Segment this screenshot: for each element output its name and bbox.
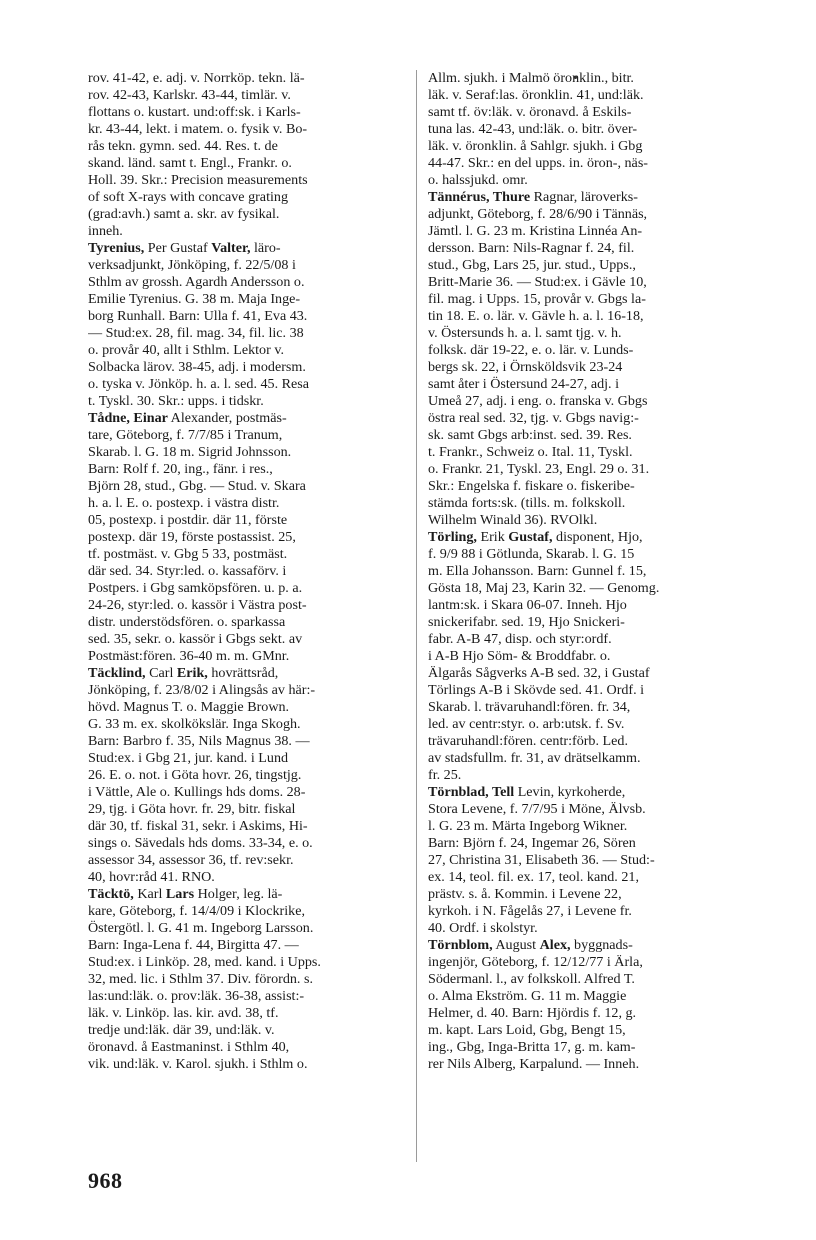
text-line: verksadjunkt, Jönköping, f. 22/5/08 i <box>88 257 296 273</box>
text-line: 26. E. o. not. i Göta hovr. 26, tingstjg. <box>88 767 302 783</box>
text-line: o. tyska v. Jönköp. h. a. l. sed. 45. Resa <box>88 376 310 392</box>
text-line: Björn 28, stud., Gbg. — Stud. v. Skara <box>88 478 306 494</box>
text-line: Skarab. l. G. 18 m. Sigrid Johnsson. <box>88 444 292 460</box>
text-line: hövd. Magnus T. o. Maggie Brown. <box>88 699 290 715</box>
text-line: Jönköping, f. 23/8/02 i Alingsås av här:- <box>88 682 316 698</box>
text-line: fil. mag. i Upps. 15, provår v. Gbgs la- <box>428 291 646 307</box>
text-line: läk. v. Seraf:las. öronklin. 41, und:läk. <box>428 87 644 103</box>
column-divider <box>416 70 417 1162</box>
text-line: h. a. l. E. o. postexp. i västra distr. <box>88 495 280 511</box>
entry-name: Täcklind, <box>88 665 146 681</box>
text-line: Tyrenius, Per Gustaf Valter, läro- <box>88 240 281 256</box>
text-line: v. Östersunds h. a. l. samt tjg. v. h. <box>428 325 622 341</box>
text-line: o. Frankr. 21, Tyskl. 23, Engl. 29 o. 31. <box>428 461 650 477</box>
text-line: t. Tyskl. 30. Skr.: upps. i tidskr. <box>88 393 264 409</box>
text-line: las:und:läk. o. prov:läk. 36-38, assist:- <box>88 988 305 1004</box>
text-line: Barn: Inga-Lena f. 44, Birgitta 47. — <box>88 937 299 953</box>
text-line: tin 18. E. o. lär. v. Gävle h. a. l. 16-18, <box>428 308 644 324</box>
text-line: tf. postmäst. v. Gbg 5 33, postmäst. <box>88 546 288 562</box>
text-line: rov. 42-43, Karlskr. 43-44, timlär. v. <box>88 87 291 103</box>
text-line: rås tekn. gymn. sed. 44. Res. t. de <box>88 138 278 154</box>
text-line: kyrkoh. i N. Fågelås 27, i Levene fr. <box>428 903 632 919</box>
text-line: m. kapt. Lars Loid, Gbg, Bengt 15, <box>428 1022 626 1038</box>
text-line: vik. und:läk. v. Karol. sjukh. i Sthlm o. <box>88 1056 308 1072</box>
text-line: tuna las. 42-43, und:läk. o. bitr. över- <box>428 121 638 137</box>
text-line: 44-47. Skr.: en del upps. in. öron-, näs- <box>428 155 648 171</box>
text-line: rov. 41-42, e. adj. v. Norrköp. tekn. lä- <box>88 70 305 86</box>
text-line: i Vättle, Ale o. Kullings hds doms. 28- <box>88 784 306 800</box>
text-line: G. 33 m. ex. skolkökslär. Inga Skogh. <box>88 716 301 732</box>
text-line: (grad:avh.) samt a. skr. av fysikal. <box>88 206 280 222</box>
text-line: Täcklind, Carl Erik, hovrättsråd, <box>88 665 279 681</box>
entry-name: Törling, <box>428 529 477 545</box>
text-line: o. Alma Ekström. G. 11 m. Maggie <box>428 988 627 1004</box>
entry-name: Valter, <box>211 240 251 256</box>
text-line: tredje und:läk. där 39, und:läk. v. <box>88 1022 275 1038</box>
text-line: stämda forts:sk. (tills. m. folkskoll. <box>428 495 626 511</box>
text-line: i A-B Hjo Söm- & Broddfabr. o. <box>428 648 611 664</box>
entry-name: Törnblad, Tell <box>428 784 515 800</box>
text-line: fr. 25. <box>428 767 462 783</box>
text-line: sk. samt Gbgs arb:inst. sed. 39. Res. <box>428 427 632 443</box>
text-line: postexp. där 19, förste postassist. 25, <box>88 529 296 545</box>
entry-name: Täcktö, <box>88 886 134 902</box>
text-line: Postmäst:fören. 36-40 m. m. GMnr. <box>88 648 290 664</box>
entry-name: Gustaf, <box>508 529 553 545</box>
text-line: Allm. sjukh. i Malmö öronklin., bitr. <box>428 70 634 86</box>
entry-name: Alex, <box>539 937 571 953</box>
text-line: Umeå 27, adj. i eng. o. franska v. Gbgs <box>428 393 648 409</box>
text-line: Törnblom, August Alex, byggnads- <box>428 937 633 953</box>
text-line: där sed. 34. Styr:led. o. kassaförv. i <box>88 563 287 579</box>
text-line: assessor 34, assessor 36, tf. rev:sekr. <box>88 852 294 868</box>
text-line: inneh. <box>88 223 123 239</box>
entry-name: Tännérus, Thure <box>428 189 531 205</box>
page-number: 968 <box>88 1168 123 1193</box>
text-line: rer Nils Alberg, Karpalund. — Inneh. <box>428 1056 640 1072</box>
text-line: där 30, tf. fiskal 31, sekr. i Askims, Hi- <box>88 818 308 834</box>
text-line: dersson. Barn: Nils-Ragnar f. 24, fil. <box>428 240 635 256</box>
text-line: f. 9/9 88 i Götlunda, Skarab. l. G. 15 <box>428 546 635 562</box>
text-line: tare, Göteborg, f. 7/7/85 i Tranum, <box>88 427 283 443</box>
text-line: flottans o. kustart. und:off:sk. i Karls- <box>88 104 301 120</box>
text-line: Holl. 39. Skr.: Precision measurements <box>88 172 308 188</box>
text-line: 27, Christina 31, Elisabeth 36. — Stud:- <box>428 852 655 868</box>
text-line: Törlings A-B i Skövde sed. 41. Ordf. i <box>428 682 645 698</box>
text-line: Älgarås Sågverks A-B sed. 32, i Gustaf <box>428 665 650 681</box>
text-line: o. provår 40, allt i Sthlm. Lektor v. <box>88 342 284 358</box>
text-line: Helmer, d. 40. Barn: Hjördis f. 12, g. <box>428 1005 637 1021</box>
text-line: Stud:ex. i Gbg 21, jur. kand. i Lund <box>88 750 289 766</box>
text-line: Barn: Rolf f. 20, ing., fänr. i res., <box>88 461 273 477</box>
entry-name: Tådne, Einar <box>88 410 168 426</box>
text-line: läk. v. öronklin. å Sahlgr. sjukh. i Gbg <box>428 138 643 154</box>
entry-name: Törnblom, <box>428 937 493 953</box>
text-line: 40, hovr:råd 41. RNO. <box>88 869 215 885</box>
text-line: prästv. s. å. Kommin. i Levene 22, <box>428 886 622 902</box>
text-line: borg Runhall. Barn: Ulla f. 41, Eva 43. <box>88 308 308 324</box>
text-line: Täcktö, Karl Lars Holger, leg. lä- <box>88 886 283 902</box>
text-line: lantm:sk. i Skara 06-07. Inneh. Hjo <box>428 597 627 613</box>
text-line: Törling, Erik Gustaf, disponent, Hjo, <box>428 529 643 545</box>
text-line: Södermanl. l., av folkskoll. Alfred T. <box>428 971 635 987</box>
text-line: 32, med. lic. i Sthlm 37. Div. förordn. s. <box>88 971 313 987</box>
text-line: adjunkt, Göteborg, f. 28/6/90 i Tännäs, <box>428 206 648 222</box>
text-line: Solbacka lärov. 38-45, adj. i modersm. <box>88 359 306 375</box>
text-line: läk. v. Linköp. las. kir. avd. 38, tf. <box>88 1005 279 1021</box>
text-line: distr. understödsfören. o. sparkassa <box>88 614 286 630</box>
text-line: Jämtl. l. G. 23 m. Kristina Linnéa An- <box>428 223 643 239</box>
text-line: snickerifabr. sed. 19, Hjo Snickeri- <box>428 614 625 630</box>
text-line: Postpers. i Gbg samköpsfören. u. p. a. <box>88 580 303 596</box>
text-line: 24-26, styr:led. o. kassör i Västra post- <box>88 597 307 613</box>
text-line: Skr.: Engelska f. fiskare o. fiskeribe- <box>428 478 635 494</box>
text-line: Wilhelm Winald 36). RVOlkl. <box>428 512 598 528</box>
text-line: Britt-Marie 36. — Stud:ex. i Gävle 10, <box>428 274 647 290</box>
text-line: fabr. A-B 47, disp. och styr:ordf. <box>428 631 612 647</box>
text-line: trävaruhandl:fören. centr:förb. Led. <box>428 733 628 749</box>
text-line: t. Frankr., Schweiz o. Ital. 11, Tyskl. <box>428 444 633 460</box>
text-line: Stora Levene, f. 7/7/95 i Möne, Älvsb. <box>428 801 646 817</box>
text-line: Tådne, Einar Alexander, postmäs- <box>88 410 287 426</box>
text-line: östra real sed. 32, tjg. v. Gbgs navig:- <box>428 410 639 426</box>
text-line: Sthlm av grossh. Agardh Andersson o. <box>88 274 305 290</box>
text-line: kr. 43-44, lekt. i matem. o. fysik v. Bo- <box>88 121 308 137</box>
text-line: öronavd. å Eastmaninst. i Sthlm 40, <box>88 1039 290 1055</box>
text-line: o. halssjukd. omr. <box>428 172 528 188</box>
text-line: Tännérus, Thure Ragnar, läroverks- <box>428 189 638 205</box>
text-line: Emilie Tyrenius. G. 38 m. Maja Inge- <box>88 291 301 307</box>
text-line: ingenjör, Göteborg, f. 12/12/77 i Ärla, <box>428 954 643 970</box>
text-line: of soft X-rays with concave grating <box>88 189 288 205</box>
text-line: Gösta 18, Maj 23, Karin 32. — Genomg. <box>428 580 660 596</box>
text-line: 40. Ordf. i skolstyr. <box>428 920 538 936</box>
text-line: ing., Gbg, Inga-Britta 17, g. m. kam- <box>428 1039 636 1055</box>
entry-name: Erik, <box>176 665 208 681</box>
entry-name: Tyrenius, <box>88 240 145 256</box>
text-line: Törnblad, Tell Levin, kyrkoherde, <box>428 784 626 800</box>
text-line: samt tf. öv:läk. v. öronavd. å Eskils- <box>428 104 632 120</box>
text-line: — Stud:ex. 28, fil. mag. 34, fil. lic. 38 <box>88 325 304 341</box>
text-line: folksk. där 19-22, e. o. lär. v. Lunds- <box>428 342 634 358</box>
text-line: sed. 35, sekr. o. kassör i Gbgs sekt. av <box>88 631 303 647</box>
text-line: 29, tjg. i Göta hovr. fr. 29, bitr. fiskal <box>88 801 296 817</box>
text-line: 05, postexp. i postdir. där 11, förste <box>88 512 288 528</box>
text-line: sings o. Sävedals hds doms. 33-34, e. o. <box>88 835 313 851</box>
text-line: skand. länd. samt t. Engl., Frankr. o. <box>88 155 292 171</box>
text-line: Östergötl. l. G. 41 m. Ingeborg Larsson. <box>88 920 314 936</box>
left-column <box>88 70 414 1073</box>
text-line: Skarab. l. trävaruhandl:fören. fr. 34, <box>428 699 631 715</box>
text-line: Barn: Barbro f. 35, Nils Magnus 38. — <box>88 733 310 749</box>
text-line: l. G. 23 m. Märta Ingeborg Wikner. <box>428 818 628 834</box>
text-line: Barn: Björn f. 24, Ingemar 26, Sören <box>428 835 636 851</box>
text-line: m. Ella Johansson. Barn: Gunnel f. 15, <box>428 563 647 579</box>
text-line: bergs sk. 22, i Örnsköldsvik 23-24 <box>428 359 623 375</box>
text-line: stud., Gbg, Lars 25, jur. stud., Upps., <box>428 257 636 273</box>
text-line: led. av centr:styr. o. arb:utsk. f. Sv. <box>428 716 625 732</box>
text-line: samt åter i Östersund 24-27, adj. i <box>428 376 620 392</box>
text-line: Stud:ex. i Linköp. 28, med. kand. i Upps. <box>88 954 321 970</box>
text-line: kare, Göteborg, f. 14/4/09 i Klockrike, <box>88 903 305 919</box>
text-line: ex. 14, teol. fil. ex. 17, teol. kand. 21, <box>428 869 639 885</box>
right-column <box>428 70 754 1073</box>
entry-name: Lars <box>165 886 195 902</box>
text-line: av stadsfullm. fr. 31, av drätselkamm. <box>428 750 641 766</box>
